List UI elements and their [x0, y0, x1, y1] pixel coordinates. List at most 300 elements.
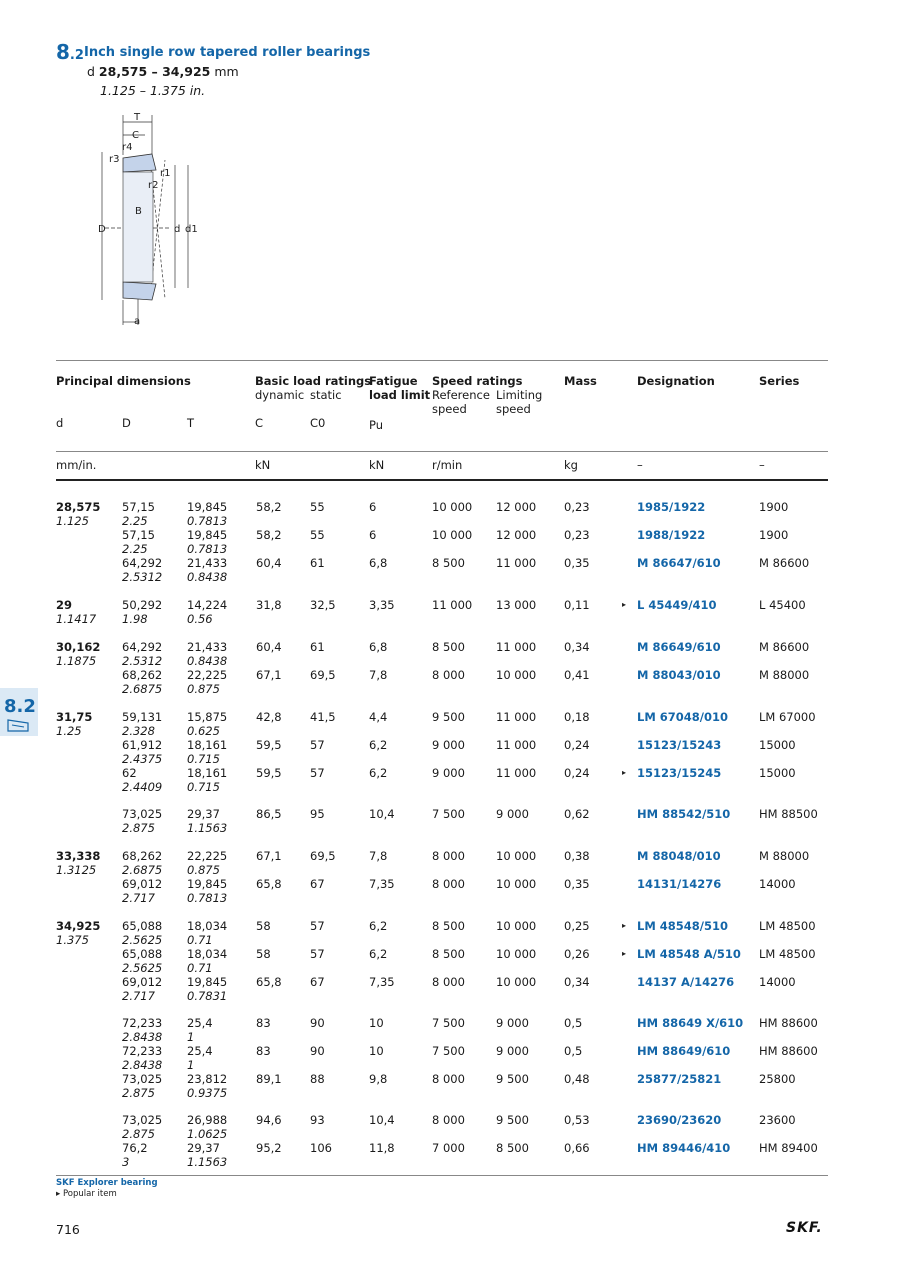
cell-ref: 7 500: [432, 1016, 465, 1030]
bearing-cross-section-drawing: [90, 110, 210, 332]
cell-lim: 9 500: [496, 1113, 529, 1127]
col-C: C: [255, 416, 264, 430]
cell-mass: 0,35: [564, 877, 590, 891]
cell-T: 14,224: [187, 598, 228, 612]
cell-d: 31,75: [56, 710, 93, 724]
table-top-rule: [56, 360, 828, 361]
cell-ref: 7 500: [432, 807, 465, 821]
cell-lim: 10 000: [496, 947, 537, 961]
cell-mass: 0,18: [564, 710, 590, 724]
cell-C: 86,5: [256, 807, 282, 821]
cell-C0: 90: [310, 1044, 325, 1058]
skf-logo: SKF.: [786, 1220, 823, 1236]
header-principal: Principal dimensions: [56, 374, 191, 388]
cell-D: 73,025: [122, 1072, 163, 1086]
cell-T-in: 0.7813: [187, 514, 228, 528]
cell-series: 14000: [759, 877, 796, 891]
cell-Pu: 10,4: [369, 1113, 395, 1127]
cell-C0: 55: [310, 528, 325, 542]
header-speed: Speed ratings: [432, 374, 523, 388]
cell-mass: 0,24: [564, 738, 590, 752]
label-d: d: [174, 224, 181, 235]
cell-T-in: 0.8438: [187, 570, 228, 584]
cell-series: 1900: [759, 528, 789, 542]
cell-desig[interactable]: L 45449/410: [637, 598, 717, 612]
cell-mass: 0,38: [564, 849, 590, 863]
cell-T-in: 0.7831: [187, 989, 228, 1003]
cell-D: 69,012: [122, 877, 163, 891]
cell-mass: 0,5: [564, 1044, 583, 1058]
unit-designation: –: [637, 458, 643, 472]
bearing-tab-icon: [6, 718, 32, 732]
cell-T: 26,988: [187, 1113, 228, 1127]
cell-desig[interactable]: HM 88649/610: [637, 1044, 731, 1058]
label-B: B: [135, 206, 142, 217]
cell-T-in: 0.71: [187, 933, 213, 947]
cell-desig[interactable]: M 86649/610: [637, 640, 721, 654]
cell-C: 59,5: [256, 738, 282, 752]
header-reference: Reference: [432, 388, 490, 402]
cell-T: 18,034: [187, 919, 228, 933]
cell-desig[interactable]: HM 89446/410: [637, 1141, 731, 1155]
cell-Pu: 10: [369, 1016, 384, 1030]
unit-kN-fatigue: kN: [369, 458, 385, 472]
cell-D: 69,012: [122, 975, 163, 989]
cell-series: M 86600: [759, 640, 810, 654]
label-d1: d1: [185, 224, 198, 235]
cell-C: 65,8: [256, 975, 282, 989]
cell-D: 65,088: [122, 947, 163, 961]
cell-C0: 57: [310, 766, 325, 780]
section-title: Inch single row tapered roller bearings: [84, 45, 371, 60]
cell-series: HM 88600: [759, 1044, 818, 1058]
cell-lim: 9 000: [496, 1016, 529, 1030]
cell-D-in: 1.98: [122, 612, 148, 626]
cell-D: 64,292: [122, 556, 163, 570]
cell-Pu: 10,4: [369, 807, 395, 821]
popular-item-marker: ▸: [622, 921, 627, 930]
cell-D: 72,233: [122, 1044, 163, 1058]
label-r4: r4: [122, 142, 133, 153]
cell-T: 15,875: [187, 710, 228, 724]
cell-D-in: 2.4375: [122, 752, 163, 766]
cell-d: 28,575: [56, 500, 101, 514]
cell-mass: 0,5: [564, 1016, 583, 1030]
cell-D-in: 3: [122, 1155, 130, 1169]
cell-series: 14000: [759, 975, 796, 989]
cell-C0: 61: [310, 640, 325, 654]
label-C: C: [132, 130, 139, 141]
cell-d: 34,925: [56, 919, 101, 933]
cell-mass: 0,26: [564, 947, 590, 961]
cell-T-in: 0.8438: [187, 654, 228, 668]
cell-lim: 11 000: [496, 640, 537, 654]
cell-ref: 8 000: [432, 975, 465, 989]
cell-D: 64,292: [122, 640, 163, 654]
cell-T-in: 1.0625: [187, 1127, 228, 1141]
cell-Pu: 6,2: [369, 919, 388, 933]
cell-D-in: 2.5312: [122, 570, 163, 584]
cell-D: 73,025: [122, 1113, 163, 1127]
cell-T-in: 1.1563: [187, 1155, 228, 1169]
header-basic-load: Basic load ratings: [255, 374, 372, 388]
cell-mass: 0,41: [564, 668, 590, 682]
cell-Pu: 11,8: [369, 1141, 395, 1155]
col-T: T: [187, 416, 195, 430]
cell-mass: 0,24: [564, 766, 590, 780]
cell-series: 23600: [759, 1113, 796, 1127]
cell-C: 60,4: [256, 640, 282, 654]
cell-C: 83: [256, 1016, 271, 1030]
cell-C0: 88: [310, 1072, 325, 1086]
label-r2: r2: [148, 180, 159, 191]
cell-D-in: 2.717: [122, 891, 155, 905]
cell-C: 58,2: [256, 528, 282, 542]
cell-D-in: 2.5625: [122, 961, 163, 975]
cell-C: 89,1: [256, 1072, 282, 1086]
cell-D: 68,262: [122, 849, 163, 863]
cell-desig[interactable]: HM 88649 X/610: [637, 1016, 744, 1030]
cell-Pu: 6: [369, 500, 377, 514]
cell-lim: 9 500: [496, 1072, 529, 1086]
cell-C: 83: [256, 1044, 271, 1058]
cell-D-in: 2.875: [122, 1086, 155, 1100]
cell-Pu: 7,8: [369, 668, 388, 682]
cell-ref: 8 500: [432, 947, 465, 961]
cell-ref: 8 000: [432, 877, 465, 891]
unit-mm: mm/in.: [56, 458, 97, 472]
cell-d: 33,338: [56, 849, 101, 863]
cell-C0: 55: [310, 500, 325, 514]
table-bottom-rule: [56, 1175, 828, 1176]
cell-Pu: 7,8: [369, 849, 388, 863]
cell-D-in: 2.875: [122, 821, 155, 835]
cell-ref: 8 000: [432, 668, 465, 682]
cell-D: 76,2: [122, 1141, 148, 1155]
header-dynamic: dynamic: [255, 388, 305, 402]
cell-series: M 86600: [759, 556, 810, 570]
cell-ref: 8 000: [432, 1072, 465, 1086]
diameter-range: d 28,575 – 34,925 mm: [87, 64, 239, 79]
cell-C: 58: [256, 919, 271, 933]
cell-desig[interactable]: 14131/14276: [637, 877, 722, 891]
cell-lim: 10 000: [496, 975, 537, 989]
label-r1: r1: [160, 168, 171, 179]
cell-T: 18,034: [187, 947, 228, 961]
header-static: static: [310, 388, 342, 402]
inch-range: 1.125 – 1.375 in.: [100, 83, 206, 98]
cell-D: 68,262: [122, 668, 163, 682]
cell-desig[interactable]: M 88048/010: [637, 849, 721, 863]
cell-T-in: 0.715: [187, 780, 220, 794]
cell-D: 50,292: [122, 598, 163, 612]
footnote-explorer: SKF Explorer bearing: [56, 1178, 158, 1188]
cell-C: 95,2: [256, 1141, 282, 1155]
header-mass: Mass: [564, 374, 597, 388]
cell-Pu: 7,35: [369, 975, 395, 989]
cell-D: 62: [122, 766, 137, 780]
cell-C: 59,5: [256, 766, 282, 780]
col-d: d: [56, 416, 64, 430]
cell-T: 22,225: [187, 668, 228, 682]
header-fatigue: Fatigue: [369, 374, 418, 388]
cell-mass: 0,23: [564, 528, 590, 542]
cell-lim: 12 000: [496, 528, 537, 542]
cell-series: M 88000: [759, 668, 810, 682]
cell-T-in: 0.71: [187, 961, 213, 975]
cell-T: 19,845: [187, 975, 228, 989]
cell-T: 22,225: [187, 849, 228, 863]
cell-ref: 7 500: [432, 1044, 465, 1058]
cell-C: 67,1: [256, 849, 282, 863]
cell-mass: 0,11: [564, 598, 590, 612]
cell-lim: 11 000: [496, 766, 537, 780]
cell-lim: 11 000: [496, 556, 537, 570]
cell-mass: 0,48: [564, 1072, 590, 1086]
cell-T-in: 0.625: [187, 724, 220, 738]
unit-series: –: [759, 458, 765, 472]
cell-D: 73,025: [122, 807, 163, 821]
section-side-tab[interactable]: [0, 688, 38, 736]
header-reference-speed: speed: [432, 402, 467, 416]
cell-ref: 8 500: [432, 640, 465, 654]
header-limiting: Limiting: [496, 388, 543, 402]
cell-T-in: 0.715: [187, 752, 220, 766]
cell-T-in: 1: [187, 1058, 195, 1072]
cell-d-in: 1.3125: [56, 863, 97, 877]
unit-rmin: r/min: [432, 458, 463, 472]
cell-C0: 69,5: [310, 668, 336, 682]
cell-desig[interactable]: 15123/15245: [637, 766, 722, 780]
cell-ref: 10 000: [432, 528, 473, 542]
popular-item-marker: ▸: [622, 768, 627, 777]
cell-ref: 8 500: [432, 556, 465, 570]
cell-Pu: 6,8: [369, 556, 388, 570]
cell-lim: 10 000: [496, 668, 537, 682]
section-number: 8.2: [56, 40, 84, 64]
cell-d-in: 1.1875: [56, 654, 97, 668]
cell-C0: 69,5: [310, 849, 336, 863]
cell-C: 58: [256, 947, 271, 961]
header-series: Series: [759, 374, 800, 388]
cell-desig[interactable]: HM 88542/510: [637, 807, 731, 821]
cell-Pu: 9,8: [369, 1072, 388, 1086]
cell-Pu: 10: [369, 1044, 384, 1058]
cell-T-in: 0.9375: [187, 1086, 228, 1100]
unit-kN-load: kN: [255, 458, 271, 472]
cell-T: 18,161: [187, 766, 228, 780]
header-bottom-rule: [56, 479, 828, 481]
cell-lim: 9 000: [496, 1044, 529, 1058]
cell-series: M 88000: [759, 849, 810, 863]
cell-series: 15000: [759, 738, 796, 752]
cell-T: 18,161: [187, 738, 228, 752]
cell-mass: 0,34: [564, 640, 590, 654]
header-limiting-speed: speed: [496, 402, 531, 416]
cell-D-in: 2.875: [122, 1127, 155, 1141]
header-load-limit: load limit: [369, 388, 431, 402]
page-number: 716: [56, 1222, 80, 1237]
cell-D-in: 2.8438: [122, 1030, 163, 1044]
cell-T: 19,845: [187, 500, 228, 514]
header-mid-rule: [56, 451, 828, 452]
cell-d-in: 1.1417: [56, 612, 97, 626]
cell-Pu: 3,35: [369, 598, 395, 612]
cell-Pu: 4,4: [369, 710, 388, 724]
cell-C0: 90: [310, 1016, 325, 1030]
cell-C0: 67: [310, 975, 325, 989]
cell-T-in: 0.7813: [187, 891, 228, 905]
cell-T-in: 1: [187, 1030, 195, 1044]
cell-T-in: 0.56: [187, 612, 213, 626]
cell-C: 60,4: [256, 556, 282, 570]
cell-ref: 7 000: [432, 1141, 465, 1155]
cell-C0: 57: [310, 947, 325, 961]
cell-desig[interactable]: LM 48548/510: [637, 919, 728, 933]
side-tab-label: 8.2: [4, 696, 36, 717]
cell-d: 29: [56, 598, 73, 612]
cell-d-in: 1.25: [56, 724, 82, 738]
cell-desig[interactable]: 25877/25821: [637, 1072, 722, 1086]
cell-mass: 0,34: [564, 975, 590, 989]
cell-series: 15000: [759, 766, 796, 780]
cell-lim: 10 000: [496, 919, 537, 933]
cell-D-in: 2.717: [122, 989, 155, 1003]
cell-T: 25,4: [187, 1044, 213, 1058]
cell-C0: 57: [310, 919, 325, 933]
cell-D-in: 2.6875: [122, 682, 163, 696]
cell-lim: 11 000: [496, 738, 537, 752]
cell-C0: 106: [310, 1141, 332, 1155]
cell-d: 30,162: [56, 640, 101, 654]
cell-D-in: 2.6875: [122, 863, 163, 877]
cell-C0: 95: [310, 807, 325, 821]
cell-C: 58,2: [256, 500, 282, 514]
cell-ref: 9 000: [432, 766, 465, 780]
popular-item-marker: ▸: [622, 600, 627, 609]
cell-T: 19,845: [187, 528, 228, 542]
cell-D-in: 2.25: [122, 542, 148, 556]
unit-kg: kg: [564, 458, 578, 472]
cell-desig[interactable]: 1985/1922: [637, 500, 706, 514]
cell-lim: 11 000: [496, 710, 537, 724]
cell-series: 25800: [759, 1072, 796, 1086]
cell-D: 57,15: [122, 528, 155, 542]
cell-series: LM 48500: [759, 919, 816, 933]
cell-C0: 93: [310, 1113, 325, 1127]
cell-C0: 32,5: [310, 598, 336, 612]
cell-desig[interactable]: 15123/15243: [637, 738, 722, 752]
cell-lim: 9 000: [496, 807, 529, 821]
cell-D-in: 2.4409: [122, 780, 163, 794]
cell-Pu: 6: [369, 528, 377, 542]
footnote-popular: ▸ Popular item: [56, 1189, 117, 1199]
cell-series: L 45400: [759, 598, 806, 612]
cell-series: HM 88600: [759, 1016, 818, 1030]
cell-D-in: 2.5312: [122, 654, 163, 668]
cell-series: 1900: [759, 500, 789, 514]
cell-D-in: 2.8438: [122, 1058, 163, 1072]
cell-C: 67,1: [256, 668, 282, 682]
popular-item-marker: ▸: [622, 949, 627, 958]
cell-lim: 8 500: [496, 1141, 529, 1155]
cell-desig[interactable]: 23690/23620: [637, 1113, 722, 1127]
cell-C0: 41,5: [310, 710, 336, 724]
cell-lim: 10 000: [496, 849, 537, 863]
cell-lim: 12 000: [496, 500, 537, 514]
cell-Pu: 6,2: [369, 766, 388, 780]
cell-D: 57,15: [122, 500, 155, 514]
cell-T: 23,812: [187, 1072, 228, 1086]
cell-D: 61,912: [122, 738, 163, 752]
cell-C: 31,8: [256, 598, 282, 612]
cell-Pu: 6,2: [369, 947, 388, 961]
cell-mass: 0,23: [564, 500, 590, 514]
label-a: a: [134, 316, 141, 327]
cell-lim: 13 000: [496, 598, 537, 612]
cell-desig[interactable]: LM 48548 A/510: [637, 947, 741, 961]
cell-desig[interactable]: 1988/1922: [637, 528, 706, 542]
cell-C0: 61: [310, 556, 325, 570]
cell-series: LM 48500: [759, 947, 816, 961]
cell-ref: 9 500: [432, 710, 465, 724]
cell-C: 42,8: [256, 710, 282, 724]
col-Pu: Pu: [369, 418, 384, 432]
cell-series: HM 89400: [759, 1141, 818, 1155]
cell-series: HM 88500: [759, 807, 818, 821]
cell-D-in: 2.328: [122, 724, 155, 738]
cell-desig[interactable]: 14137 A/14276: [637, 975, 735, 989]
cell-ref: 8 500: [432, 919, 465, 933]
cell-series: LM 67000: [759, 710, 816, 724]
cell-T-in: 0.875: [187, 682, 220, 696]
cell-desig[interactable]: LM 67048/010: [637, 710, 728, 724]
cell-C: 94,6: [256, 1113, 282, 1127]
cell-T-in: 0.875: [187, 863, 220, 877]
cell-T: 19,845: [187, 877, 228, 891]
cell-lim: 10 000: [496, 877, 537, 891]
cell-ref: 10 000: [432, 500, 473, 514]
cell-desig[interactable]: M 86647/610: [637, 556, 721, 570]
col-D: D: [122, 416, 131, 430]
cell-mass: 0,62: [564, 807, 590, 821]
cell-D-in: 2.25: [122, 514, 148, 528]
header-designation: Designation: [637, 374, 715, 388]
cell-C0: 67: [310, 877, 325, 891]
cell-C: 65,8: [256, 877, 282, 891]
cell-T: 29,37: [187, 807, 220, 821]
cell-d-in: 1.125: [56, 514, 89, 528]
cell-T-in: 1.1563: [187, 821, 228, 835]
cell-mass: 0,25: [564, 919, 590, 933]
cell-ref: 8 000: [432, 849, 465, 863]
label-D: D: [98, 224, 106, 235]
cell-D-in: 2.5625: [122, 933, 163, 947]
cell-mass: 0,66: [564, 1141, 590, 1155]
cell-D: 59,131: [122, 710, 163, 724]
cell-Pu: 7,35: [369, 877, 395, 891]
cell-desig[interactable]: M 88043/010: [637, 668, 721, 682]
cell-Pu: 6,2: [369, 738, 388, 752]
cell-T: 21,433: [187, 556, 228, 570]
col-C0: C0: [310, 416, 326, 430]
cell-ref: 8 000: [432, 1113, 465, 1127]
label-r3: r3: [109, 154, 120, 165]
cell-T-in: 0.7813: [187, 542, 228, 556]
cell-mass: 0,35: [564, 556, 590, 570]
label-T: T: [134, 112, 141, 123]
cell-D: 72,233: [122, 1016, 163, 1030]
